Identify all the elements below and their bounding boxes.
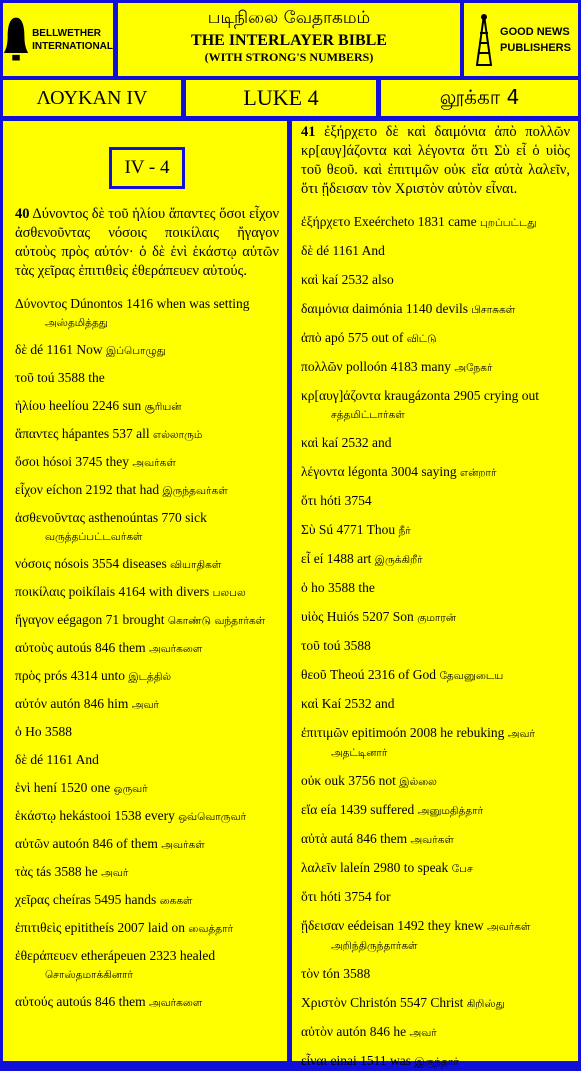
word-entry <box>301 579 570 598</box>
tower-icon <box>471 13 497 67</box>
greek-word: Χριστὸν <box>301 995 347 1010</box>
tamil-gloss: அவர்கள் <box>161 839 205 851</box>
word-entry <box>15 341 279 360</box>
transliteration: hósoi 3745 they <box>42 454 130 469</box>
greek-word: αὐτούς <box>15 994 53 1009</box>
greek-word: αὐτὸν <box>301 1024 334 1039</box>
verse-text: ἐξήρχετο δὲ καὶ δαιμόνια ἀπὸ πολλῶν κρ[αυγ]άζοντα καὶ λέγοντα ὅτι Σὺ εἶ ὁ υἱὸς τοῦ θεοῦ. καὶ ἐπιτιμῶν οὐκ εἴα αὐτὰ λαλεῖν, ὅτι ᾔδεισαν τὸν Χριστὸν αὐτὸν εἶναι. <box>301 124 570 197</box>
word-entry <box>301 724 570 762</box>
transliteration: Kaí 2532 and <box>321 696 395 711</box>
tamil-gloss: கைகள் <box>159 895 193 907</box>
greek-word: ᾔδεισαν <box>301 918 345 933</box>
transliteration: epitimoón 2008 he rebuking <box>351 725 505 740</box>
word-entry <box>301 242 570 261</box>
transliteration: kaí 2532 and <box>321 435 392 450</box>
bell-icon <box>3 14 29 66</box>
word-entry <box>301 830 570 849</box>
tamil-gloss: குமாரன் <box>417 612 456 624</box>
greek-word: ἐπιτιμῶν <box>301 725 349 740</box>
greek-word: δαιμόνια <box>301 301 349 316</box>
transliteration: eédeisan 1492 they knew <box>347 918 484 933</box>
word-entry <box>15 695 279 714</box>
transliteration: kaí 2532 also <box>321 272 394 287</box>
word-entry <box>301 358 570 377</box>
word-entry <box>301 521 570 540</box>
tamil-gloss: தேவனுடைய <box>439 670 504 682</box>
word-entry <box>15 555 279 574</box>
transliteration: epititheís 2007 laid on <box>64 920 186 935</box>
tamil-gloss: நீர் <box>398 525 411 537</box>
word-entry <box>15 639 279 658</box>
word-entry <box>15 993 279 1012</box>
greek-word: καὶ <box>301 272 319 287</box>
greek-word: ποικίλαις <box>15 584 66 599</box>
transliteration: toú 3588 the <box>37 370 105 385</box>
word-entry <box>15 863 279 882</box>
greek-word: χεῖρας <box>15 892 50 907</box>
transliteration: apó 575 out of <box>325 330 404 345</box>
greek-word: κρ[αυγ]άζοντα <box>301 388 381 403</box>
tamil-gloss: இடத்தில் <box>128 671 172 683</box>
greek-word: δὲ <box>15 342 28 357</box>
word-entry <box>301 1023 570 1042</box>
chapter-label: IV - 4 <box>109 147 185 189</box>
transliteration: dé 1161 And <box>316 243 385 258</box>
title-banner <box>118 3 460 76</box>
word-entry <box>15 919 279 938</box>
greek-word: τὰς <box>15 864 33 879</box>
transliteration: einai 1511 was <box>330 1053 411 1068</box>
word-entry <box>301 550 570 569</box>
tamil-gloss: சொஸ்தமாக்கினார் <box>45 969 133 981</box>
tamil-gloss: புறப்பட்டது <box>480 217 537 229</box>
greek-word: ἀσθενοῦντας <box>15 510 85 525</box>
tamil-gloss: பிசாசுகள் <box>471 304 516 316</box>
tamil-gloss: பலபல <box>212 587 246 599</box>
transliteration: prós 4314 unto <box>44 668 126 683</box>
tamil-gloss: அவர்கள் அறிந்திருந்தார்கள் <box>331 921 531 952</box>
transliteration: Exeércheto 1831 came <box>353 214 477 229</box>
transliteration: poikílais 4164 with divers <box>68 584 210 599</box>
transliteration: Huiós 5207 Son <box>326 609 414 624</box>
word-entry <box>15 369 279 388</box>
greek-word: αὐτὰ <box>301 831 328 846</box>
tamil-gloss: அவர் <box>131 699 160 711</box>
greek-word: ἀπὸ <box>301 330 322 345</box>
word-entry <box>301 801 570 820</box>
word-entry <box>301 666 570 685</box>
book-title-english: LUKE 4 <box>186 80 376 116</box>
word-entry <box>301 329 570 348</box>
tamil-gloss: ஒருவர் <box>113 783 148 795</box>
transliteration: eí 1488 art <box>313 551 372 566</box>
transliteration: hóti 3754 for <box>320 889 391 904</box>
left-word-list <box>15 295 279 1012</box>
greek-word: υἱὸς <box>301 609 324 624</box>
transliteration: nósois 3554 diseases <box>54 556 167 571</box>
word-entry <box>301 888 570 907</box>
word-entry <box>301 965 570 984</box>
tamil-gloss: அவர்கள் <box>410 834 454 846</box>
tamil-gloss: ஒவ்வொருவர் <box>178 811 247 823</box>
greek-word: τὸν <box>301 966 320 981</box>
greek-word: ἐπιτιθεὶς <box>15 920 62 935</box>
tamil-gloss: வைத்தார் <box>188 923 234 935</box>
greek-word: Σὺ <box>301 522 316 537</box>
greek-word: ἤγαγον <box>15 612 54 627</box>
tamil-gloss: அவர் <box>409 1027 437 1039</box>
word-entry <box>301 492 570 511</box>
transliteration: Sú 4771 Thou <box>318 522 396 537</box>
transliteration: autoús 846 them <box>56 994 146 1009</box>
transliteration: eíchon 2192 that had <box>46 482 160 497</box>
tamil-gloss: கிறிஸ்து <box>466 998 505 1010</box>
transliteration: hóti 3754 <box>320 493 372 508</box>
word-entry <box>301 387 570 424</box>
tamil-gloss: அஸ்தமித்தது <box>45 317 108 329</box>
word-entry <box>301 994 570 1013</box>
greek-word: ἑνὶ <box>15 780 31 795</box>
tamil-gloss: இல்லை <box>399 776 437 788</box>
publisher-logo-left <box>3 3 113 76</box>
greek-word: ἑκάστῳ <box>15 808 57 823</box>
greek-word: καὶ <box>301 696 319 711</box>
logo-left-line2: INTERNATIONAL <box>32 40 113 52</box>
publisher-logo-right <box>464 3 578 76</box>
tamil-gloss: அவர் அதட்டினார் <box>331 728 535 759</box>
word-entry <box>15 481 279 500</box>
word-entry <box>15 453 279 472</box>
transliteration: eégagon 71 brought <box>57 612 165 627</box>
greek-word: ὅσοι <box>15 454 40 469</box>
tamil-gloss: விட்டு <box>406 333 437 345</box>
transliteration: ouk 3756 not <box>324 773 396 788</box>
word-entry <box>301 463 570 482</box>
transliteration: ho 3588 the <box>311 580 375 595</box>
transliteration: polloón 4183 many <box>346 359 452 374</box>
word-entry <box>301 608 570 627</box>
title-tamil: படிநிலை வேதாகமம் <box>207 8 371 28</box>
transliteration: autá 846 them <box>330 831 408 846</box>
transliteration: tón 3588 <box>322 966 371 981</box>
greek-word: ὁ <box>301 580 308 595</box>
word-entry <box>15 611 279 630</box>
word-entry <box>15 667 279 686</box>
word-entry <box>301 213 570 232</box>
verse-number: 41 <box>301 124 316 140</box>
greek-word: ἅπαντες <box>15 426 59 441</box>
greek-word: αὐτόν <box>15 696 48 711</box>
greek-word: τοῦ <box>301 638 320 653</box>
verse-text: Δύνοντος δὲ τοῦ ἡλίου ἅπαντες ὅσοι εἶχον ἀσθενοῦντας νόσοις ποικίλαις ἤγαγον αὐτοὺς πρὸς αὐτόν· ὁ δὲ ἑνὶ ἑκάστῳ αὐτῶν τὰς χεῖρας ἐπιτιθεὶς ἐθεράπευεν αὐτούς. <box>15 206 280 279</box>
transliteration: hekástooi 1538 every <box>59 808 175 823</box>
word-entry <box>15 891 279 910</box>
tamil-gloss: அநேகர் <box>454 362 493 374</box>
transliteration: dé 1161 Now <box>30 342 103 357</box>
transliteration: hápantes 537 all <box>61 426 150 441</box>
transliteration: autón 846 he <box>336 1024 407 1039</box>
transliteration: laleín 2980 to speak <box>339 860 449 875</box>
tamil-gloss: இருந்தவர்கள் <box>162 485 228 497</box>
greek-word: τοῦ <box>15 370 34 385</box>
logo-left-line1: BELLWETHER <box>32 27 101 39</box>
word-entry <box>301 300 570 319</box>
greek-word: ἐξήρχετο <box>301 214 351 229</box>
right-column <box>292 121 578 1068</box>
greek-word: πρὸς <box>15 668 41 683</box>
greek-word: δὲ <box>301 243 314 258</box>
greek-word: λέγοντα <box>301 464 345 479</box>
transliteration: autoón 846 of them <box>52 836 158 851</box>
title-english: THE INTERLAYER BIBLE <box>191 32 387 49</box>
transliteration: hení 1520 one <box>33 780 111 795</box>
book-title-tamil: லூக்கா 4 <box>381 80 578 116</box>
book-title-greek: ΛΟΥΚΑΝ IV <box>3 80 181 116</box>
word-entry <box>15 425 279 444</box>
word-entry <box>301 772 570 791</box>
greek-word: εἴα <box>301 802 318 817</box>
transliteration: Theoú 2316 of God <box>329 667 437 682</box>
word-entry <box>15 583 279 602</box>
word-entry <box>15 295 279 332</box>
left-column <box>3 121 287 1061</box>
word-entry <box>301 434 570 453</box>
greek-word: εἶ <box>301 551 311 566</box>
greek-word: θεοῦ <box>301 667 327 682</box>
transliteration: tás 3588 he <box>36 864 98 879</box>
greek-word: εἶχον <box>15 482 43 497</box>
greek-word: εἶναι <box>301 1053 328 1068</box>
greek-word: οὐκ <box>301 773 322 788</box>
greek-word: πολλῶν <box>301 359 343 374</box>
tamil-gloss: சத்தமிட்டார்கள் <box>331 409 405 421</box>
tamil-gloss: வருத்தப்பட்டவர்கள் <box>45 531 143 543</box>
title-subtitle: (WITH STRONG'S NUMBERS) <box>204 50 374 64</box>
transliteration: Dúnontos 1416 when was setting <box>70 296 250 311</box>
transliteration: légonta 3004 saying <box>347 464 457 479</box>
word-entry <box>301 859 570 878</box>
greek-word: αὐτοὺς <box>15 640 53 655</box>
tamil-gloss: அவர் <box>101 867 129 879</box>
word-entry <box>301 695 570 714</box>
word-entry <box>15 835 279 854</box>
transliteration: autón 846 him <box>50 696 129 711</box>
transliteration: dé 1161 And <box>30 752 99 767</box>
tamil-gloss: அனுமதித்தார் <box>417 805 484 817</box>
tamil-gloss: சூரியன் <box>144 401 182 413</box>
transliteration: asthenoúntas 770 sick <box>88 510 207 525</box>
greek-word: ἡλίου <box>15 398 46 413</box>
logo-right-line2: PUBLISHERS <box>500 41 571 54</box>
word-entry <box>15 947 279 984</box>
tamil-gloss: அவர்களை <box>148 643 203 655</box>
tamil-gloss: இருந்தார் <box>414 1056 459 1068</box>
transliteration: daimónia 1140 devils <box>352 301 468 316</box>
transliteration: Christón 5547 Christ <box>350 995 464 1010</box>
greek-word: αὐτῶν <box>15 836 50 851</box>
tamil-gloss: வியாதிகள் <box>170 559 222 571</box>
transliteration: etherápeuen 2323 healed <box>80 948 216 963</box>
verse-40 <box>15 205 279 281</box>
word-entry <box>15 779 279 798</box>
greek-word: ὅτι <box>301 889 317 904</box>
tamil-gloss: எல்லாரும் <box>153 429 203 441</box>
transliteration: kraugázonta 2905 crying out <box>384 388 539 403</box>
word-entry <box>15 807 279 826</box>
transliteration: autoús 846 them <box>56 640 146 655</box>
transliteration: toú 3588 <box>323 638 371 653</box>
word-entry <box>301 271 570 290</box>
verse-41 <box>301 123 570 199</box>
greek-word: νόσοις <box>15 556 51 571</box>
transliteration: eía 1439 suffered <box>320 802 415 817</box>
greek-word: λαλεῖν <box>301 860 337 875</box>
logo-right-line1: GOOD NEWS <box>500 25 570 38</box>
transliteration: cheíras 5495 hands <box>52 892 157 907</box>
greek-word: δὲ <box>15 752 28 767</box>
word-entry <box>15 723 279 742</box>
word-entry <box>301 637 570 656</box>
word-entry <box>15 509 279 546</box>
transliteration: Ho 3588 <box>25 724 72 739</box>
word-entry <box>301 917 570 955</box>
greek-word: ὁ <box>15 724 22 739</box>
word-entry <box>15 397 279 416</box>
greek-word: Δύνοντος <box>15 296 67 311</box>
right-word-list <box>301 213 570 1071</box>
transliteration: heelíou 2246 sun <box>49 398 142 413</box>
tamil-gloss: அவர்களை <box>148 997 203 1009</box>
greek-word: ὅτι <box>301 493 317 508</box>
tamil-gloss: இப்பொழுது <box>106 345 166 357</box>
word-entry <box>15 751 279 770</box>
tamil-gloss: பேச <box>451 863 473 875</box>
word-entry <box>301 1052 570 1071</box>
tamil-gloss: கொண்டு வந்தார்கள் <box>167 615 266 627</box>
tamil-gloss: அவர்கள் <box>132 457 176 469</box>
greek-word: καὶ <box>301 435 319 450</box>
greek-word: ἐθεράπευεν <box>15 948 78 963</box>
tamil-gloss: இருக்கிறீர் <box>374 554 423 566</box>
tamil-gloss: என்றார் <box>460 467 497 479</box>
verse-number: 40 <box>15 206 30 222</box>
